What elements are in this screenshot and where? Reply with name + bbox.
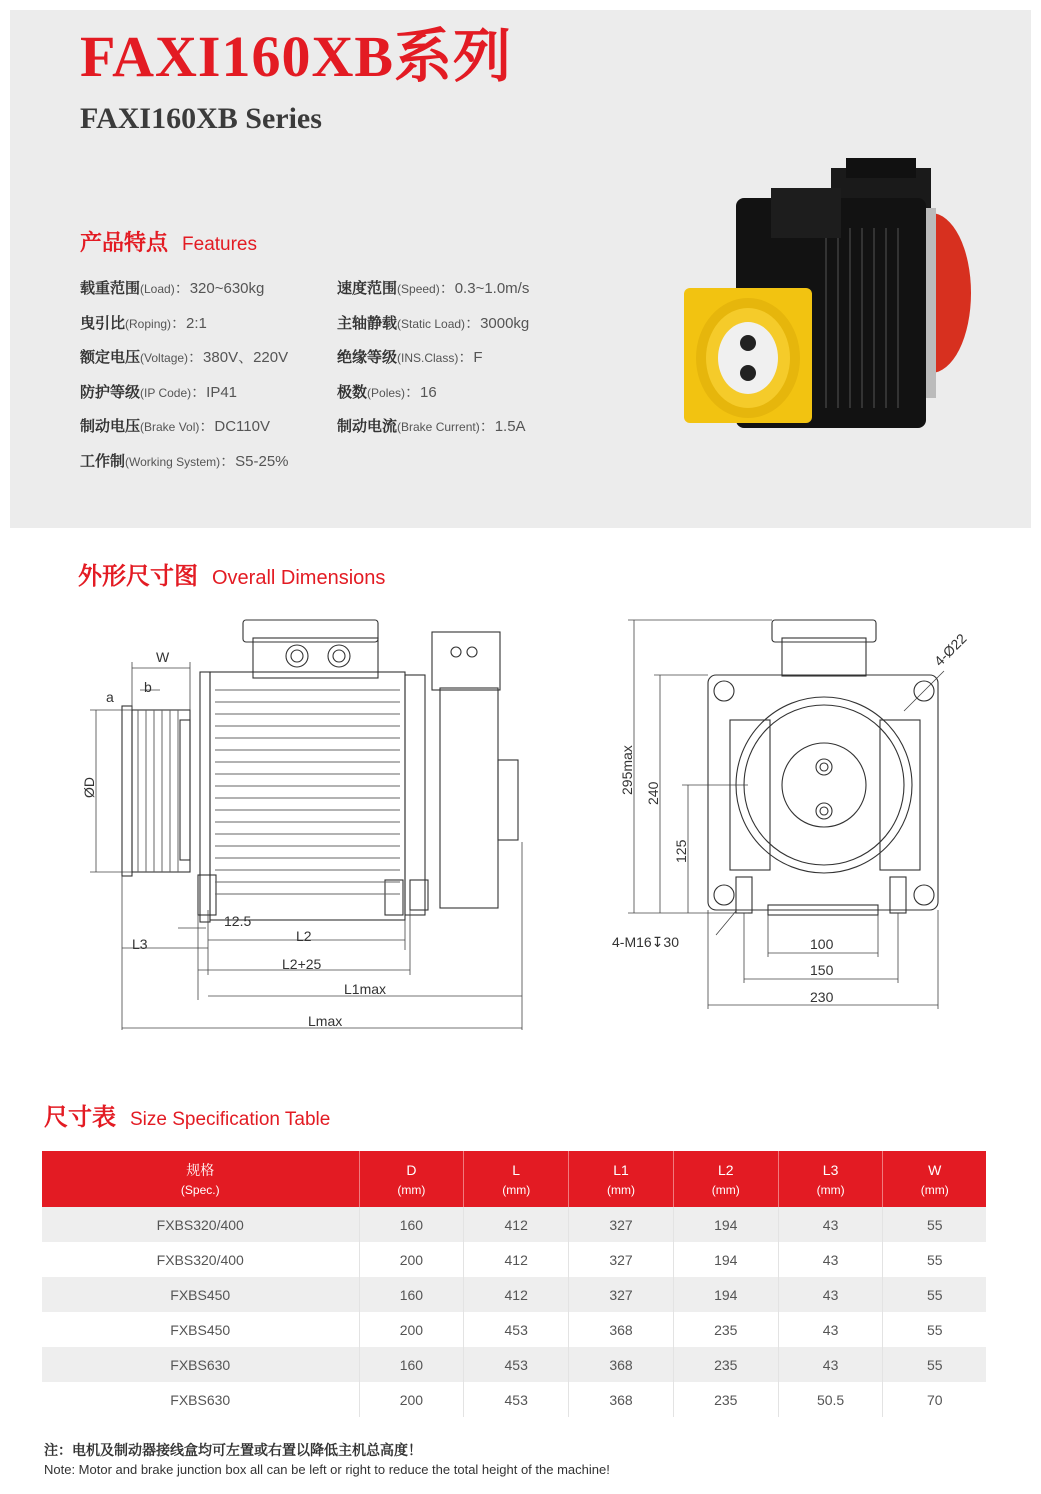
table-cell: 43 bbox=[778, 1347, 883, 1382]
table-cell: 200 bbox=[359, 1382, 464, 1417]
table-cell: 43 bbox=[778, 1242, 883, 1277]
table-row bbox=[42, 1242, 986, 1277]
table-cell: 327 bbox=[569, 1277, 674, 1312]
col-header-d: D (mm) bbox=[359, 1151, 464, 1207]
dimensions-heading-cn: 外形尺寸图 bbox=[78, 563, 198, 590]
table-cell: 43 bbox=[778, 1277, 883, 1312]
dim-label-125: 125 bbox=[673, 839, 689, 863]
table-cell: 70 bbox=[883, 1382, 986, 1417]
table-cell: 55 bbox=[883, 1207, 986, 1242]
table-row bbox=[42, 1312, 986, 1347]
size-table-heading bbox=[44, 1106, 330, 1130]
feature-brake-current: 制动电流(Brake Current)：1.5A bbox=[337, 418, 526, 435]
dim-label-100: 100 bbox=[810, 936, 834, 952]
table-cell: 160 bbox=[359, 1277, 464, 1312]
table-row bbox=[42, 1207, 986, 1242]
table-cell: 235 bbox=[673, 1382, 778, 1417]
dim-label-a: a bbox=[106, 689, 114, 705]
dim-label-l1max: L1max bbox=[344, 981, 387, 997]
table-cell: 55 bbox=[883, 1242, 986, 1277]
dimensions-heading-en: Overall Dimensions bbox=[212, 567, 386, 589]
table-cell: FXBS450 bbox=[42, 1312, 359, 1347]
table-cell: 200 bbox=[359, 1242, 464, 1277]
feature-roping: 曳引比(Roping)：2:1 bbox=[80, 315, 207, 332]
table-cell: 327 bbox=[569, 1242, 674, 1277]
table-cell: 160 bbox=[359, 1347, 464, 1382]
dim-label-240: 240 bbox=[645, 781, 661, 805]
table-cell: FXBS320/400 bbox=[42, 1207, 359, 1242]
table-cell: 160 bbox=[359, 1207, 464, 1242]
dim-label-lmax: Lmax bbox=[308, 1013, 343, 1029]
dim-label-230: 230 bbox=[810, 989, 834, 1005]
table-cell: 368 bbox=[569, 1312, 674, 1347]
size-table-heading-en: Size Specification Table bbox=[130, 1109, 331, 1130]
feature-voltage: 额定电压(Voltage)：380V、220V bbox=[80, 349, 289, 366]
table-cell: 55 bbox=[883, 1312, 986, 1347]
feature-speed: 速度范围(Speed)：0.3~1.0m/s bbox=[337, 280, 530, 297]
table-cell: 200 bbox=[359, 1312, 464, 1347]
table-row bbox=[42, 1382, 986, 1417]
dimensions-heading bbox=[78, 565, 385, 589]
table-cell: 43 bbox=[778, 1207, 883, 1242]
front-view-drawing bbox=[608, 605, 1008, 1015]
table-cell: FXBS450 bbox=[42, 1277, 359, 1312]
table-cell: 55 bbox=[883, 1277, 986, 1312]
col-header-l3: L3 (mm) bbox=[778, 1151, 883, 1207]
table-cell: 194 bbox=[673, 1242, 778, 1277]
dim-label-holes: 4-Ø22 bbox=[930, 630, 970, 670]
col-header-spec: 规格 (Spec.) bbox=[42, 1151, 359, 1207]
table-cell: FXBS320/400 bbox=[42, 1242, 359, 1277]
motor-product-image bbox=[676, 158, 996, 458]
dim-label-295max: 295max bbox=[619, 745, 635, 795]
table-cell: 368 bbox=[569, 1347, 674, 1382]
table-cell: 368 bbox=[569, 1382, 674, 1417]
table-cell: 43 bbox=[778, 1312, 883, 1347]
table-cell: 412 bbox=[464, 1207, 569, 1242]
dim-label-bolts: 4-M16↧30 bbox=[612, 934, 679, 950]
table-cell: 55 bbox=[883, 1347, 986, 1382]
page-title: FAXI160XB系列 bbox=[80, 24, 513, 89]
feature-load: 载重范围(Load)：320~630kg bbox=[80, 280, 265, 297]
feature-ip-code: 防护等级(IP Code)：IP41 bbox=[80, 384, 238, 401]
features-heading-en: Features bbox=[182, 234, 257, 255]
dim-label-b: b bbox=[144, 679, 152, 695]
dim-label-12-5: 12.5 bbox=[224, 913, 252, 929]
table-row bbox=[42, 1347, 986, 1382]
dim-label-l3: L3 bbox=[132, 936, 148, 952]
size-table-heading-cn: 尺寸表 bbox=[44, 1104, 116, 1131]
feature-brake-voltage: 制动电压(Brake Vol)：DC110V bbox=[80, 418, 270, 435]
col-header-w: W (mm) bbox=[883, 1151, 986, 1207]
dim-label-150: 150 bbox=[810, 962, 834, 978]
feature-static-load: 主轴静载(Static Load)：3000kg bbox=[337, 315, 530, 332]
table-cell: FXBS630 bbox=[42, 1347, 359, 1382]
feature-poles: 极数(Poles)：16 bbox=[337, 384, 437, 401]
dim-label-l2-plus-25: L2+25 bbox=[282, 956, 322, 972]
col-header-l1: L1 (mm) bbox=[569, 1151, 674, 1207]
note-en: Note: Motor and brake junction box all can be left or right to reduce the total height of the machine! bbox=[44, 1462, 610, 1477]
table-cell: 235 bbox=[673, 1347, 778, 1382]
table-cell: 453 bbox=[464, 1382, 569, 1417]
dim-label-w: W bbox=[156, 649, 170, 665]
table-row bbox=[42, 1277, 986, 1312]
table-cell: 194 bbox=[673, 1277, 778, 1312]
table-cell: 235 bbox=[673, 1312, 778, 1347]
table-cell: 194 bbox=[673, 1207, 778, 1242]
table-cell: 412 bbox=[464, 1242, 569, 1277]
table-cell: FXBS630 bbox=[42, 1382, 359, 1417]
table-cell: 412 bbox=[464, 1277, 569, 1312]
col-header-l: L (mm) bbox=[464, 1151, 569, 1207]
side-view-drawing bbox=[60, 610, 560, 1040]
size-spec-table bbox=[42, 1151, 986, 1417]
feature-ins-class: 绝缘等级(INS.Class)：F bbox=[337, 349, 483, 366]
table-cell: 327 bbox=[569, 1207, 674, 1242]
dim-label-d: ØD bbox=[81, 777, 97, 798]
page-subtitle: FAXI160XB Series bbox=[80, 102, 322, 135]
table-cell: 50.5 bbox=[778, 1382, 883, 1417]
col-header-l2: L2 (mm) bbox=[673, 1151, 778, 1207]
note-cn: 注：电机及制动器接线盒均可左置或右置以降低主机总高度！ bbox=[44, 1442, 422, 1458]
feature-working-system: 工作制(Working System)：S5-25% bbox=[80, 453, 289, 470]
features-heading-cn: 产品特点 bbox=[80, 230, 169, 255]
table-cell: 453 bbox=[464, 1347, 569, 1382]
table-cell: 453 bbox=[464, 1312, 569, 1347]
dim-label-l2: L2 bbox=[296, 928, 312, 944]
table-header-row bbox=[42, 1151, 986, 1207]
features-heading bbox=[80, 232, 257, 254]
